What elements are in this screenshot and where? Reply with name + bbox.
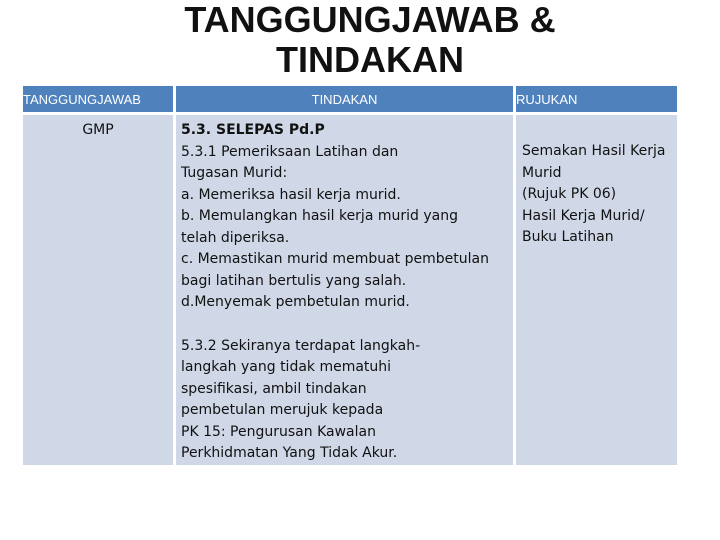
- action-line: 5.3.1 Pemeriksaan Latihan dan: [181, 143, 399, 160]
- reference-line: Hasil Kerja Murid/: [522, 207, 645, 224]
- reference-line: Semakan Hasil Kerja: [522, 143, 666, 159]
- action-line: telah diperiksa.: [181, 229, 290, 246]
- action-line: pembetulan merujuk kepada: [181, 402, 384, 418]
- action-line: Perkhidmatan Yang Tidak Akur.: [181, 445, 398, 461]
- slide-title: [120, 0, 620, 80]
- header-tanggungjawab: TANGGUNGJAWAB: [23, 86, 173, 112]
- action-heading: 5.3. SELEPAS Pd.P: [181, 122, 325, 138]
- slide-title-line-2: TINDAKAN: [276, 39, 464, 80]
- reference-line: Murid: [522, 164, 562, 181]
- slide-title-line-1: TANGGUNGJAWAB &: [184, 0, 556, 40]
- action-line: Tugasan Murid:: [181, 165, 288, 181]
- action-line: spesifikasi, ambil tindakan: [181, 380, 367, 397]
- action-line: d.Menyemak pembetulan murid.: [181, 294, 410, 310]
- action-line: b. Memulangkan hasil kerja murid yang: [181, 208, 458, 224]
- reference-line: (Rujuk PK 06): [522, 186, 617, 202]
- reference-line: Buku Latihan: [522, 229, 614, 245]
- action-line: langkah yang tidak mematuhi: [181, 359, 392, 375]
- action-line: c. Memastikan murid membuat pembetulan: [181, 251, 489, 267]
- action-line: 5.3.2 Sekiranya terdapat langkah-: [181, 337, 421, 354]
- action-block-5-3-1: [181, 120, 513, 314]
- cell-rujukan: [516, 115, 677, 465]
- action-line: a. Memeriksa hasil kerja murid.: [181, 186, 401, 203]
- cell-tindakan: [176, 115, 513, 465]
- action-block-5-3-2: [181, 336, 513, 465]
- header-tindakan: TINDAKAN: [176, 86, 513, 112]
- header-rujukan: RUJUKAN: [516, 86, 677, 112]
- responsibility-gmp: GMP: [82, 122, 114, 138]
- action-line: PK 15: Pengurusan Kawalan: [181, 423, 376, 440]
- action-line: bagi latihan bertulis yang salah.: [181, 272, 407, 289]
- cell-tanggungjawab: [23, 115, 173, 465]
